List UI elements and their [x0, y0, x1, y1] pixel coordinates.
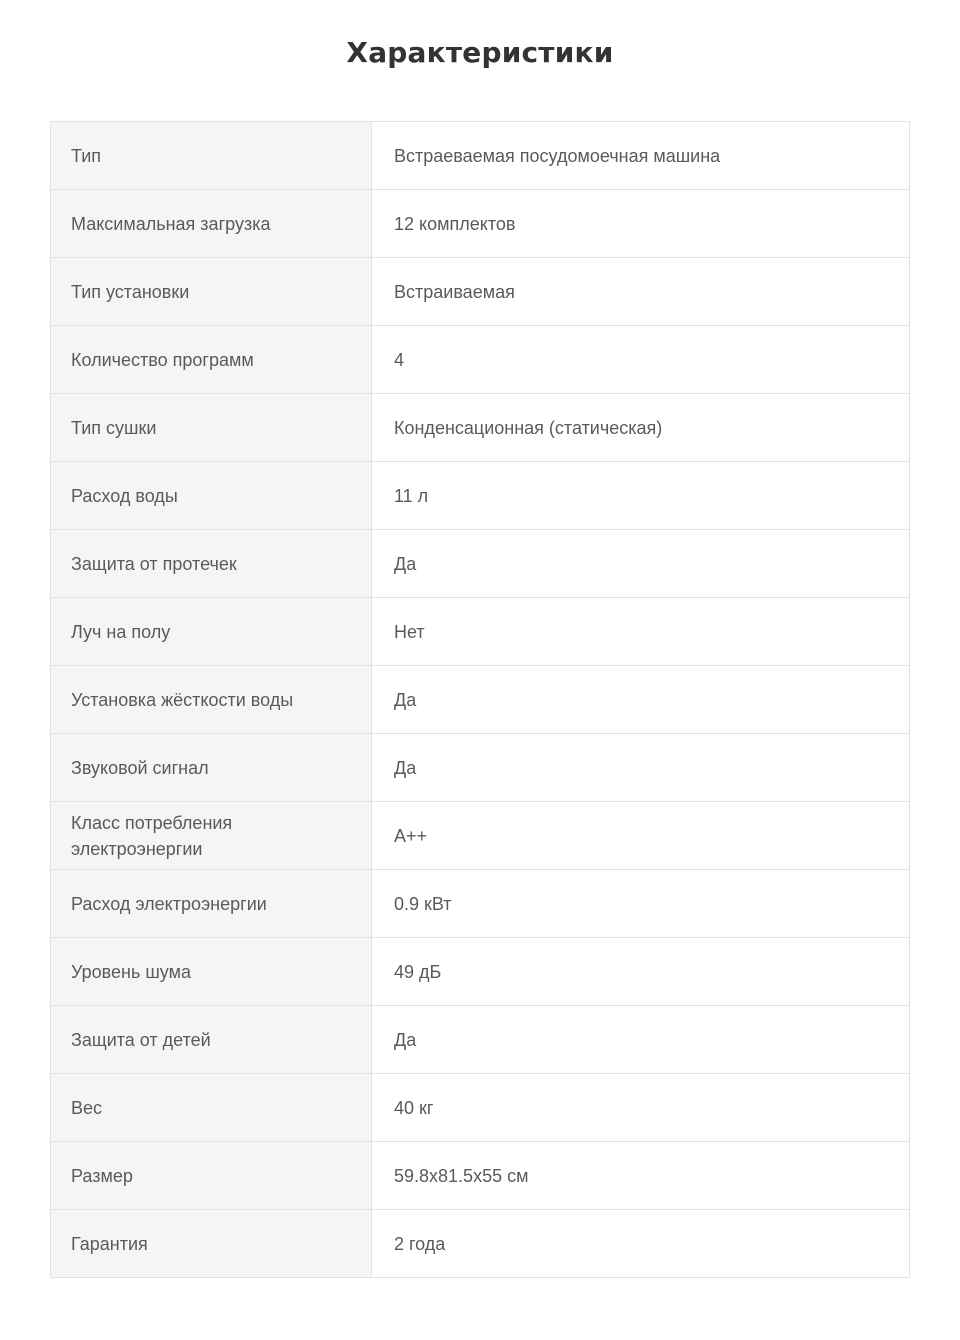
table-row [51, 530, 910, 598]
table-row [51, 462, 910, 530]
spec-label: Количество программ [51, 326, 372, 394]
spec-label: Размер [51, 1142, 372, 1210]
table-row [51, 190, 910, 258]
spec-value: 49 дБ [372, 938, 910, 1006]
spec-label: Гарантия [51, 1210, 372, 1278]
spec-label: Звуковой сигнал [51, 734, 372, 802]
spec-label: Максимальная загрузка [51, 190, 372, 258]
table-row [51, 666, 910, 734]
spec-value: 59.8x81.5x55 см [372, 1142, 910, 1210]
spec-label: Луч на полу [51, 598, 372, 666]
table-row [51, 258, 910, 326]
spec-label: Защита от детей [51, 1006, 372, 1074]
spec-value: 12 комплектов [372, 190, 910, 258]
spec-label: Расход электроэнергии [51, 870, 372, 938]
spec-value: 2 года [372, 1210, 910, 1278]
table-row [51, 870, 910, 938]
table-row [51, 802, 910, 870]
table-row [51, 598, 910, 666]
spec-value: A++ [372, 802, 910, 870]
table-row [51, 326, 910, 394]
spec-value: 40 кг [372, 1074, 910, 1142]
specifications-table [50, 121, 910, 1278]
table-row [51, 1210, 910, 1278]
spec-value: Нет [372, 598, 910, 666]
spec-value: 4 [372, 326, 910, 394]
spec-label: Расход воды [51, 462, 372, 530]
spec-label: Установка жёсткости воды [51, 666, 372, 734]
spec-label: Класс потребления электроэнергии [51, 802, 372, 870]
spec-label: Тип установки [51, 258, 372, 326]
table-row [51, 122, 910, 190]
page-title: Характеристики [346, 36, 614, 69]
spec-value: Встраиваемая [372, 258, 910, 326]
spec-label: Тип [51, 122, 372, 190]
spec-value: Конденсационная (статическая) [372, 394, 910, 462]
spec-value: Да [372, 734, 910, 802]
table-row [51, 734, 910, 802]
spec-label: Вес [51, 1074, 372, 1142]
table-row [51, 394, 910, 462]
spec-value: 0.9 кВт [372, 870, 910, 938]
spec-value: Да [372, 666, 910, 734]
spec-value: Да [372, 1006, 910, 1074]
specifications-table-body [51, 122, 910, 1278]
spec-label: Уровень шума [51, 938, 372, 1006]
spec-value: Да [372, 530, 910, 598]
table-row [51, 1142, 910, 1210]
spec-value: 11 л [372, 462, 910, 530]
table-row [51, 1006, 910, 1074]
spec-label: Защита от протечек [51, 530, 372, 598]
spec-label: Тип сушки [51, 394, 372, 462]
table-row [51, 938, 910, 1006]
spec-value: Встраеваемая посудомоечная машина [372, 122, 910, 190]
table-row [51, 1074, 910, 1142]
